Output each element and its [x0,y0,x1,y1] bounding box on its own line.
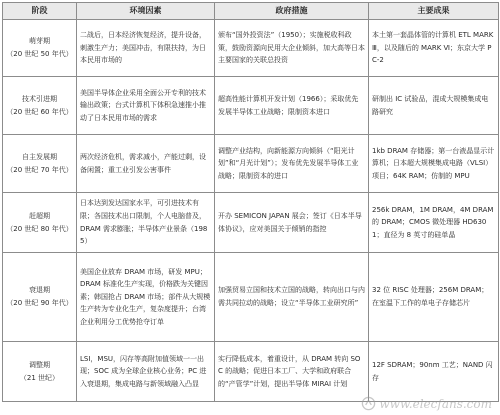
achievement-cell: 256k DRAM，1M DRAM，4M DRAM 的 DRAM；CMOS 微处理器 HD6301；直径为 8 英寸的硅单晶 [369,193,499,253]
header-government: 政府措施 [215,3,369,20]
phase-period: （20 世纪 80 年代） [6,224,73,233]
phase-cell [3,135,77,193]
table-row [3,20,499,77]
table-row [3,135,499,193]
environment-cell: 两次经济危机，需求减小，产能过剩，设备闲置；重工业引发公害事件 [77,135,215,193]
achievement-cell: 12F SDRAM；90nm 工艺；NAND 闪存 [369,342,499,402]
phase-period: （20 世纪 50 年代） [6,50,73,58]
table-row [3,342,499,402]
environment-cell: 美国企业放弃 DRAM 市场，研发 MPU；DRAM 标准化生产实现，价格跌为关键因素；韩国抢占 DRAM 市场；部件从大规模生产转为专业化生产，复杂度提升；台湾企业利用分工优势抢夺订单 [77,253,215,342]
watermark-text: www.elecfans.com [379,396,492,411]
government-cell: 开办 SEMICON JAPAN 展会；签订《日本半导体协议》，应对美国关于倾销的指控 [215,193,369,253]
semiconductor-history-table [2,2,499,402]
achievement-cell: 本土第一套晶体管的计算机 ETL MARK Ⅲ，以及随后的 MARK Ⅵ；东京大学 PC-2 [369,20,499,77]
phase-cell [3,253,77,342]
phase-cell [3,193,77,253]
phase-period: （20 世纪 60 年代） [6,107,73,116]
environment-cell: LSI，MSU，闪存等高附加值领域一一出现；SOC 成为全球企业核心业务；PC 进入衰退期，集成电路与新领域融入凸显 [77,342,215,402]
achievement-cell: 研制出 IC 试验品，混成大规模集成电路研究 [369,77,499,135]
header-achievement: 主要成果 [369,3,499,20]
phase-name: 调整期 [29,360,50,369]
environment-cell: 二战后，日本经济恢复经济，提升设备，刺激生产力；美国冲击，有限扶持，为日本民用市场的 [77,20,215,77]
achievement-cell: 32 位 RISC 处理器；256M DRAM；在室温下工作的单电子存储芯片 [369,253,499,342]
table-header-row [3,3,499,20]
watermark [361,396,492,411]
phase-name: 赶超期 [29,211,50,220]
phase-name: 萌芽期 [29,37,50,45]
phase-name: 自主发展期 [22,152,57,161]
phase-period: （21 世纪） [19,373,60,382]
phase-cell [3,77,77,135]
achievement-cell: 1kb DRAM 存储器；第一台液晶显示计算机；日本超大规模集成电路（VLSI）项目；64K RAM；仿制的 MPU [369,135,499,193]
government-cell: 实行降低成本，着重设计，从 DRAM 转向 SOC 的战略；促进日本工厂、大学和政府联合的“产管学”计划，提出半导体 MIRAI 计划 [215,342,369,402]
government-cell: 颁布“国外投资法”（1950）；实施税收科政策，鼓励资源向民用大企业倾斜，加大高等日本主要国家的关联总投资 [215,20,369,77]
table-row [3,253,499,342]
environment-cell: 日本达到发达国家水平，可引进技术有限；各国技术出口限制，个人电脑普及，DRAM 需求膨胀；半导体产业景条（1985） [77,193,215,253]
phase-cell [3,20,77,77]
phase-period: （20 世纪 90 年代） [6,299,73,307]
phase-name: 衰退期 [29,286,50,294]
table-row [3,193,499,253]
phase-cell [3,342,77,402]
government-cell: 调整产业结构，向新能源方向倾斜（“阳光计划”和“月光计划”）；发布优先发展半导体工业战略；限制资本的进口 [215,135,369,193]
header-phase: 阶段 [3,3,77,20]
environment-cell: 美国半导体企业采用全面公开专利的技术输出政策；台式计算机下体积急速推小推动了日本民用市场的需求 [77,77,215,135]
table-row [3,77,499,135]
government-cell: 加强贸易立国和技术立国的战略，转向出口与内需共同拉动的战略；设立“半导体工业研究所” [215,253,369,342]
phase-name: 技术引进期 [22,94,57,103]
government-cell: 超高性能计算机开发计划（1966）；采取优先发展半导体工业战略；限制资本进口 [215,77,369,135]
header-environment: 环境因素 [77,3,215,20]
phase-period: （20 世纪 70 年代） [6,165,73,174]
elecfans-logo-icon [361,396,376,411]
